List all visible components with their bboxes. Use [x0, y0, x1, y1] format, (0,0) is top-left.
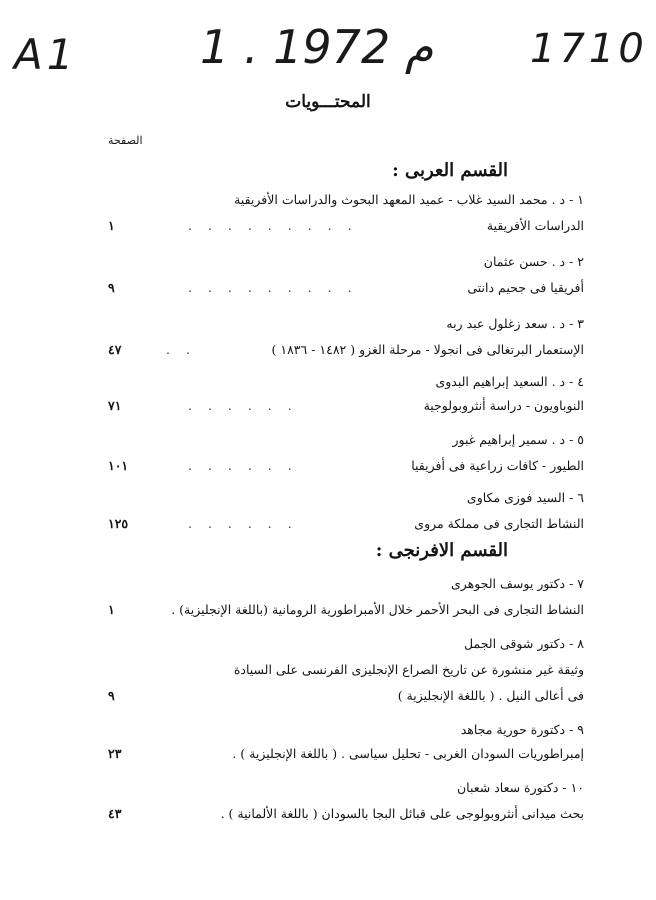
entry-author: ٩ - دكتورة حورية مجاهد: [460, 722, 584, 737]
entry-page-number: ٩: [108, 688, 115, 703]
entry-title-line: [108, 218, 584, 240]
entry-author: ٧ - دكتور يوسف الجوهرى: [450, 576, 584, 591]
entry-page-number: ٤٣: [108, 806, 122, 821]
entry-author: ٥ - د . سمير إبراهيم غبور: [452, 432, 584, 447]
entry-author: ٨ - دكتور شوقى الجمل: [464, 636, 584, 651]
handwritten-code: A1: [14, 30, 78, 79]
entry-author: ٣ - د . سعد زغلول عبد ربه: [446, 316, 584, 331]
section-heading-foreign: القسم الافرنجى :: [375, 540, 508, 561]
entry-page-number: ١: [108, 218, 115, 233]
entry-title: أفريقيا فى جحيم دانتى: [467, 280, 584, 295]
entry-title: الإستعمار البرتغالى فى انجولا - مرحلة الغزو ( ١٤٨٢ - ١٨٣٦ ): [271, 342, 584, 357]
entry-page-number: ٤٧: [108, 342, 122, 357]
entry-title: النشاط التجارى فى البحر الأحمر خلال الأمبراطورية الرومانية (باللغة الإنجليزية) .: [171, 602, 584, 617]
entry-author: ٤ - د . السعيد إبراهيم البدوى: [435, 374, 584, 389]
leader-dots: . . . . . .: [188, 398, 298, 413]
entry-author: ١ - د . محمد السيد غلاب - عميد المعهد البحوث والدراسات الأفريقية: [234, 192, 584, 207]
entry-title-line: [108, 458, 584, 480]
section-heading-arabic: القسم العربى :: [392, 160, 508, 181]
entry-title: الدراسات الأفريقية: [486, 218, 584, 233]
page-title: المحتـــويات: [285, 92, 371, 112]
entry-title-line: [108, 602, 584, 624]
entry-title: النوباويون - دراسة أنثروبولوجية: [423, 398, 584, 413]
entry-author: ١٠ - دكتورة سعاد شعبان: [456, 780, 584, 795]
leader-dots: . .: [166, 342, 196, 357]
entry-author: ٦ - السيد فوزى مكاوى: [466, 490, 584, 505]
handwritten-number: 1710: [530, 26, 648, 72]
entry-title: بحث ميدانى أنثروبولوجى على قبائل البجا بالسودان ( باللغة الألمانية ) .: [220, 806, 584, 821]
entry-page-number: ٩: [108, 280, 115, 295]
entry-title-line: [108, 806, 584, 828]
entry-page-number: ١٠١: [108, 458, 129, 473]
entry-author: ٢ - د . حسن عثمان: [483, 254, 584, 269]
leader-dots: . . . . . . . . .: [188, 280, 358, 295]
entry-page-number: ٧١: [108, 398, 122, 413]
leader-dots: . . . . . .: [188, 516, 298, 531]
leader-dots: . . . . . . . . .: [188, 218, 358, 233]
handwritten-date: 1 . م 1972: [200, 20, 434, 74]
entry-page-number: ١: [108, 602, 115, 617]
entry-title: فى أعالى النيل . ( باللغة الإنجليزية ): [397, 688, 584, 703]
entry-title: إمبراطوريات السودان الغربى - تحليل سياسى . ( باللغة الإنجليزية ) .: [232, 746, 584, 761]
entry-title-line: [108, 280, 584, 302]
page-column-label: الصفحة: [108, 134, 143, 147]
entry-title-line: [108, 342, 584, 364]
entry-title: النشاط التجارى فى مملكة مروى: [414, 516, 584, 531]
entry-title: الطيور - كافات زراعية فى أفريقيا: [411, 458, 584, 473]
entry-title-line: [108, 746, 584, 768]
entry-title-line: [108, 688, 584, 710]
entry-title-first-line: وثيقة غير منشورة عن تاريخ الصراع الإنجليزى الفرنسى على السيادة: [233, 662, 584, 677]
entry-page-number: ٢٣: [108, 746, 122, 761]
entry-page-number: ١٢٥: [108, 516, 129, 531]
entry-title-line: [108, 662, 584, 684]
entry-title-line: [108, 398, 584, 420]
entry-title-line: [108, 516, 584, 538]
leader-dots: . . . . . .: [188, 458, 298, 473]
